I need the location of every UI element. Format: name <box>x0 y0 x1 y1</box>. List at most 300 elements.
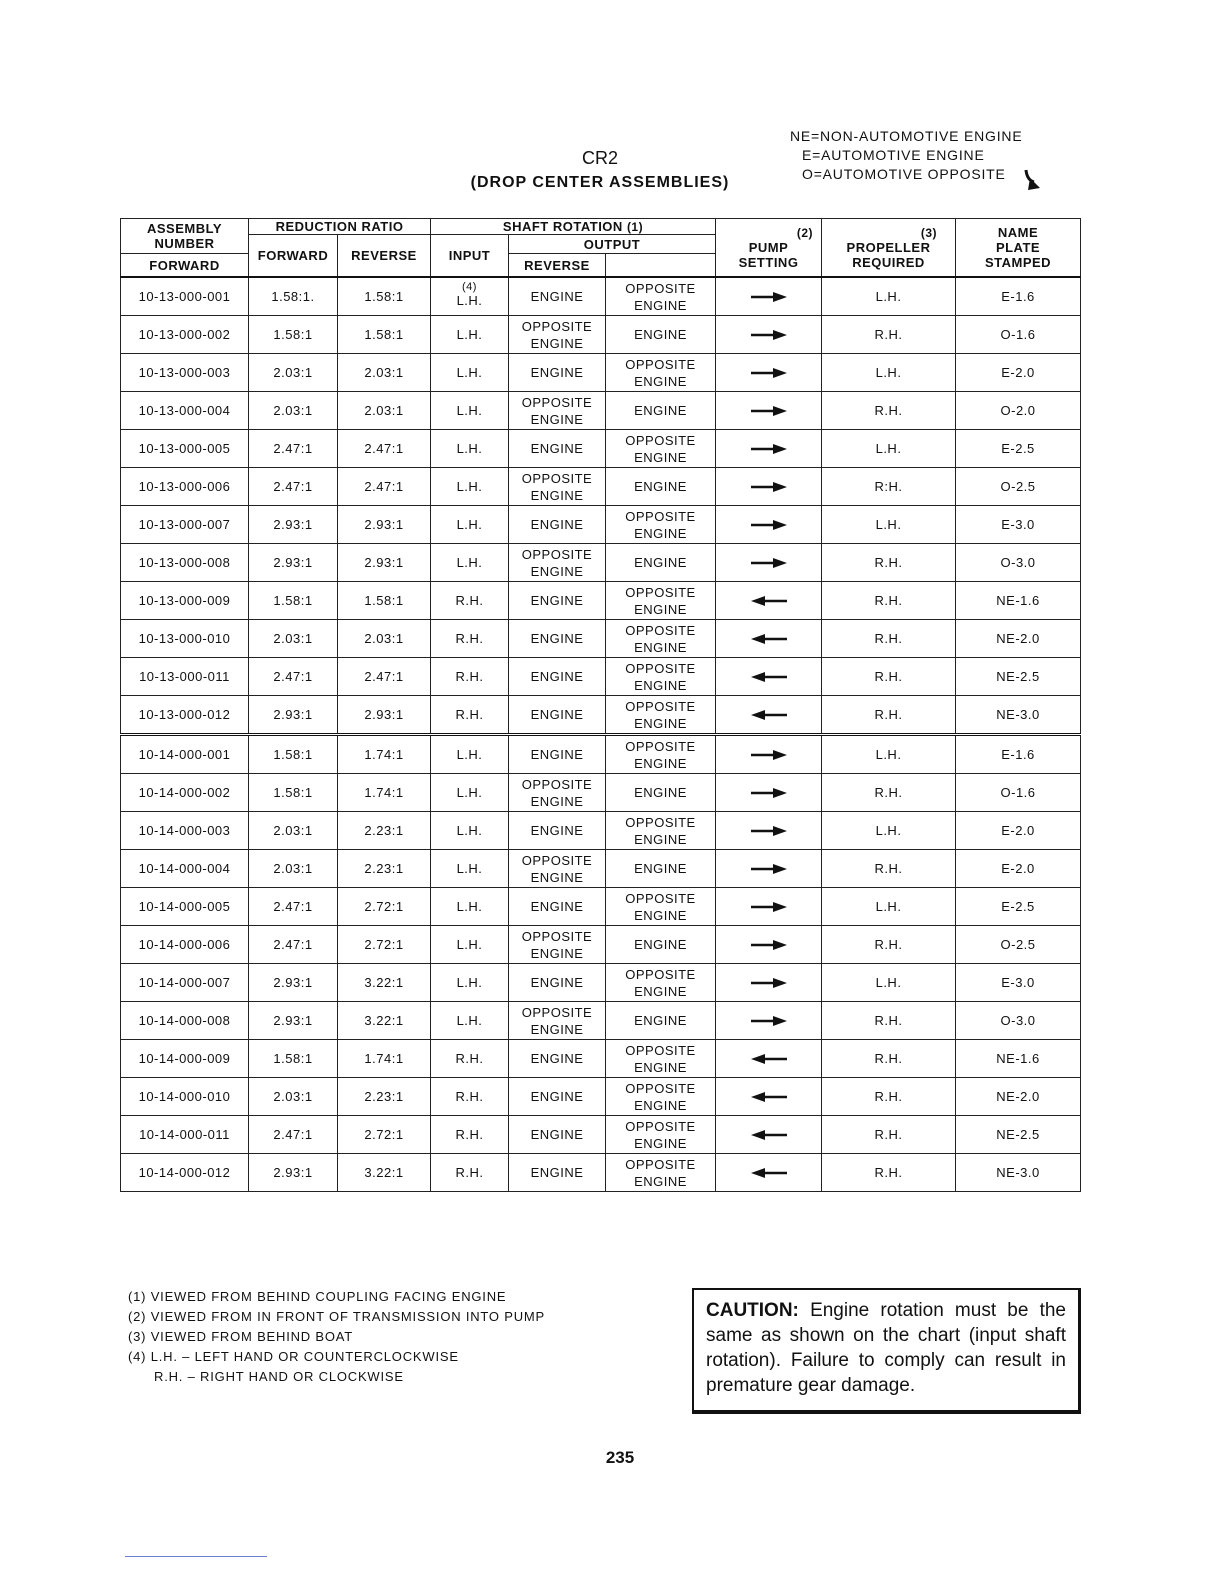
reverse-ratio-cell: 2.03:1 <box>338 620 431 658</box>
forward-ratio-cell: 2.47:1 <box>249 430 338 468</box>
pump-setting-cell <box>716 735 822 774</box>
reverse-ratio-cell: 2.93:1 <box>338 544 431 582</box>
pump-setting-cell <box>716 1078 822 1116</box>
output-reverse-cell: OPPOSITE ENGINE <box>606 1116 716 1154</box>
propeller-cell: R.H. <box>822 316 956 354</box>
forward-ratio-cell: 1.58:1 <box>249 1040 338 1078</box>
assembly-number-cell: 10-14-000-010 <box>121 1078 249 1116</box>
input-rotation-cell: L.H. <box>431 812 509 850</box>
output-forward-cell: OPPOSITE ENGINE <box>509 926 606 964</box>
forward-ratio-cell: 2.47:1 <box>249 658 338 696</box>
header-assembly-number: ASSEMBLY NUMBER <box>121 219 249 254</box>
header-name-plate <box>956 219 1081 278</box>
name-plate-cell: NE-2.0 <box>956 1078 1081 1116</box>
input-rotation-cell: L.H. <box>431 1002 509 1040</box>
output-forward-cell: OPPOSITE ENGINE <box>509 1002 606 1040</box>
arrow-right-icon <box>749 977 789 989</box>
footnote-2: (2) VIEWED FROM IN FRONT OF TRANSMISSION INTO PUMP <box>128 1309 546 1324</box>
table-row <box>121 544 1081 582</box>
reverse-ratio-cell: 2.47:1 <box>338 658 431 696</box>
name-plate-label: NAME PLATE STAMPED <box>984 225 1052 270</box>
reverse-ratio-cell: 2.72:1 <box>338 888 431 926</box>
footnote-1: (1) VIEWED FROM BEHIND COUPLING FACING ENGINE <box>128 1289 507 1304</box>
table-row <box>121 468 1081 506</box>
header-output-reverse: REVERSE <box>509 254 606 278</box>
forward-ratio-cell: 2.93:1 <box>249 1154 338 1192</box>
name-plate-cell: O-2.0 <box>956 392 1081 430</box>
output-forward-cell: ENGINE <box>509 658 606 696</box>
arrow-left-icon <box>749 1053 789 1065</box>
input-rotation-value: L.H. <box>456 293 483 308</box>
pump-setting-cell <box>716 354 822 392</box>
input-rotation-cell: L.H. <box>431 850 509 888</box>
output-reverse-cell: OPPOSITE ENGINE <box>606 888 716 926</box>
input-rotation-cell: R.H. <box>431 696 509 735</box>
output-forward-cell: ENGINE <box>509 1040 606 1078</box>
name-plate-cell: O-2.5 <box>956 926 1081 964</box>
name-plate-cell: O-3.0 <box>956 544 1081 582</box>
pump-setting-cell <box>716 888 822 926</box>
reverse-ratio-cell: 2.47:1 <box>338 468 431 506</box>
pump-setting-cell <box>716 620 822 658</box>
output-forward-cell: ENGINE <box>509 582 606 620</box>
input-rotation-cell: L.H. <box>431 430 509 468</box>
output-reverse-cell: ENGINE <box>606 774 716 812</box>
assembly-number-cell: 10-14-000-002 <box>121 774 249 812</box>
output-forward-cell: OPPOSITE ENGINE <box>509 316 606 354</box>
name-plate-cell: E-3.0 <box>956 964 1081 1002</box>
table-row <box>121 1002 1081 1040</box>
name-plate-cell: E-2.5 <box>956 888 1081 926</box>
output-reverse-cell: OPPOSITE ENGINE <box>606 1040 716 1078</box>
assembly-number-cell: 10-14-000-005 <box>121 888 249 926</box>
forward-ratio-cell: 1.58:1 <box>249 735 338 774</box>
input-rotation-cell: R.H. <box>431 582 509 620</box>
output-reverse-cell: ENGINE <box>606 544 716 582</box>
name-plate-cell: E-1.6 <box>956 277 1081 316</box>
output-forward-cell: OPPOSITE ENGINE <box>509 392 606 430</box>
output-reverse-cell: OPPOSITE ENGINE <box>606 277 716 316</box>
curved-arrow-icon <box>1022 168 1044 194</box>
output-forward-cell: ENGINE <box>509 812 606 850</box>
table-row <box>121 696 1081 735</box>
assembly-number-cell: 10-13-000-006 <box>121 468 249 506</box>
output-forward-cell: ENGINE <box>509 354 606 392</box>
caution-text: Engine rotation must be the same as shown on the chart (input shaft rotation). Failure to comply can result in premature gear damage. <box>706 1300 1066 1396</box>
assembly-number-cell: 10-13-000-010 <box>121 620 249 658</box>
forward-ratio-cell: 2.47:1 <box>249 888 338 926</box>
pump-setting-cell <box>716 1040 822 1078</box>
header-input: INPUT <box>431 235 509 278</box>
reverse-ratio-cell: 2.03:1 <box>338 354 431 392</box>
propeller-note: (3) <box>920 225 938 240</box>
output-reverse-cell: OPPOSITE ENGINE <box>606 658 716 696</box>
input-rotation-cell: L.H. <box>431 544 509 582</box>
forward-ratio-cell: 2.03:1 <box>249 620 338 658</box>
propeller-cell: R.H. <box>822 1154 956 1192</box>
arrow-right-icon <box>749 291 789 303</box>
output-reverse-cell: OPPOSITE ENGINE <box>606 696 716 735</box>
output-forward-cell: ENGINE <box>509 1116 606 1154</box>
footnotes <box>128 1287 545 1387</box>
assembly-number-cell: 10-14-000-008 <box>121 1002 249 1040</box>
input-rotation-cell: L.H. <box>431 774 509 812</box>
propeller-cell: R.H. <box>822 620 956 658</box>
pump-setting-cell <box>716 1002 822 1040</box>
table-row <box>121 316 1081 354</box>
arrow-left-icon <box>749 709 789 721</box>
name-plate-cell: NE-3.0 <box>956 696 1081 735</box>
output-reverse-cell: OPPOSITE ENGINE <box>606 812 716 850</box>
output-reverse-cell: ENGINE <box>606 468 716 506</box>
legend <box>790 127 1022 184</box>
arrow-right-icon <box>749 901 789 913</box>
output-reverse-cell: OPPOSITE ENGINE <box>606 1154 716 1192</box>
input-rotation-cell: L.H. <box>431 506 509 544</box>
caution-box <box>692 1288 1081 1414</box>
input-rotation-cell: L.H. <box>431 888 509 926</box>
arrow-right-icon <box>749 863 789 875</box>
name-plate-cell: NE-1.6 <box>956 582 1081 620</box>
table-row <box>121 620 1081 658</box>
forward-ratio-cell: 2.93:1 <box>249 964 338 1002</box>
reverse-ratio-cell: 1.74:1 <box>338 735 431 774</box>
assembly-number-cell: 10-14-000-011 <box>121 1116 249 1154</box>
assembly-number-cell: 10-13-000-009 <box>121 582 249 620</box>
page-number: 235 <box>605 1448 635 1467</box>
assembly-number-cell: 10-14-000-012 <box>121 1154 249 1192</box>
name-plate-cell: NE-1.6 <box>956 1040 1081 1078</box>
propeller-cell: L.H. <box>822 888 956 926</box>
output-reverse-cell: OPPOSITE ENGINE <box>606 430 716 468</box>
assembly-number-cell: 10-13-000-007 <box>121 506 249 544</box>
propeller-cell: R.H. <box>822 850 956 888</box>
shaft-rotation-label: SHAFT ROTATION <box>502 219 623 234</box>
propeller-cell: L.H. <box>822 277 956 316</box>
pump-note: (2) <box>796 225 814 240</box>
reverse-ratio-cell: 2.93:1 <box>338 506 431 544</box>
arrow-right-icon <box>749 481 789 493</box>
input-rotation-cell <box>431 277 509 316</box>
name-plate-cell: NE-2.5 <box>956 658 1081 696</box>
forward-ratio-cell: 2.03:1 <box>249 850 338 888</box>
propeller-cell: R.H. <box>822 582 956 620</box>
assembly-number-cell: 10-13-000-002 <box>121 316 249 354</box>
arrow-left-icon <box>749 595 789 607</box>
arrow-right-icon <box>749 443 789 455</box>
propeller-required-label: PROPELLER REQUIRED <box>846 239 931 270</box>
arrow-left-icon <box>749 1129 789 1141</box>
assembly-number-cell: 10-13-000-008 <box>121 544 249 582</box>
arrow-left-icon <box>749 671 789 683</box>
input-rotation-cell: L.H. <box>431 735 509 774</box>
output-forward-cell: ENGINE <box>509 1154 606 1192</box>
propeller-cell: R.H. <box>822 1040 956 1078</box>
name-plate-cell: E-2.0 <box>956 850 1081 888</box>
assembly-number-cell: 10-13-000-004 <box>121 392 249 430</box>
header-shaft-rotation <box>431 219 716 235</box>
reverse-ratio-cell: 2.93:1 <box>338 696 431 735</box>
output-forward-cell: ENGINE <box>509 696 606 735</box>
table-row <box>121 850 1081 888</box>
pump-setting-cell <box>716 1116 822 1154</box>
footer-rule <box>125 1556 267 1557</box>
forward-ratio-cell: 2.47:1 <box>249 1116 338 1154</box>
assembly-number-cell: 10-13-000-012 <box>121 696 249 735</box>
table-row <box>121 430 1081 468</box>
caution-label: CAUTION: <box>706 1300 799 1321</box>
assembly-number-cell: 10-14-000-007 <box>121 964 249 1002</box>
name-plate-cell: NE-2.0 <box>956 620 1081 658</box>
table-row <box>121 1078 1081 1116</box>
name-plate-cell: O-3.0 <box>956 1002 1081 1040</box>
assembly-number-cell: 10-14-000-003 <box>121 812 249 850</box>
propeller-cell: R.H. <box>822 1078 956 1116</box>
table-row <box>121 926 1081 964</box>
arrow-right-icon <box>749 787 789 799</box>
table-row <box>121 506 1081 544</box>
reverse-ratio-cell: 1.58:1 <box>338 277 431 316</box>
output-forward-cell: ENGINE <box>509 1078 606 1116</box>
reverse-ratio-cell: 1.74:1 <box>338 774 431 812</box>
input-rotation-cell: L.H. <box>431 926 509 964</box>
table-row <box>121 888 1081 926</box>
table-row <box>121 1116 1081 1154</box>
arrow-left-icon <box>749 1091 789 1103</box>
propeller-cell: R:H. <box>822 468 956 506</box>
forward-ratio-cell: 1.58:1. <box>249 277 338 316</box>
forward-ratio-cell: 2.93:1 <box>249 1002 338 1040</box>
propeller-cell: L.H. <box>822 812 956 850</box>
pump-setting-cell <box>716 926 822 964</box>
table-row <box>121 812 1081 850</box>
input-rotation-cell: R.H. <box>431 1116 509 1154</box>
table-row <box>121 735 1081 774</box>
pump-setting-cell <box>716 392 822 430</box>
reverse-ratio-cell: 1.58:1 <box>338 582 431 620</box>
output-reverse-cell: ENGINE <box>606 850 716 888</box>
output-reverse-cell: ENGINE <box>606 392 716 430</box>
pump-setting-cell <box>716 850 822 888</box>
pump-setting-cell <box>716 964 822 1002</box>
forward-ratio-cell: 2.03:1 <box>249 354 338 392</box>
pump-setting-cell <box>716 316 822 354</box>
name-plate-cell: E-3.0 <box>956 506 1081 544</box>
input-rotation-cell: L.H. <box>431 964 509 1002</box>
reverse-ratio-cell: 3.22:1 <box>338 1154 431 1192</box>
output-reverse-cell: OPPOSITE ENGINE <box>606 620 716 658</box>
reverse-ratio-cell: 2.72:1 <box>338 926 431 964</box>
propeller-cell: R.H. <box>822 696 956 735</box>
output-forward-cell: ENGINE <box>509 735 606 774</box>
reverse-ratio-cell: 3.22:1 <box>338 964 431 1002</box>
output-forward-cell: ENGINE <box>509 277 606 316</box>
pump-setting-cell <box>716 1154 822 1192</box>
table-row <box>121 774 1081 812</box>
table-row <box>121 964 1081 1002</box>
header-output: OUTPUT <box>509 235 716 254</box>
output-forward-cell: ENGINE <box>509 888 606 926</box>
propeller-cell: L.H. <box>822 354 956 392</box>
propeller-cell: L.H. <box>822 735 956 774</box>
forward-ratio-cell: 2.47:1 <box>249 926 338 964</box>
assembly-table <box>120 218 1081 1192</box>
propeller-cell: L.H. <box>822 964 956 1002</box>
output-forward-cell: OPPOSITE ENGINE <box>509 544 606 582</box>
arrow-left-icon <box>749 1167 789 1179</box>
propeller-cell: R.H. <box>822 658 956 696</box>
assembly-number-cell: 10-14-000-006 <box>121 926 249 964</box>
input-rotation-cell: R.H. <box>431 620 509 658</box>
arrow-right-icon <box>749 1015 789 1027</box>
reverse-ratio-cell: 2.72:1 <box>338 1116 431 1154</box>
header-output-forward: FORWARD <box>121 254 249 278</box>
name-plate-cell: NE-3.0 <box>956 1154 1081 1192</box>
forward-ratio-cell: 2.03:1 <box>249 392 338 430</box>
assembly-number-cell: 10-14-000-001 <box>121 735 249 774</box>
output-forward-cell: OPPOSITE ENGINE <box>509 850 606 888</box>
output-reverse-cell: OPPOSITE ENGINE <box>606 506 716 544</box>
pump-setting-cell <box>716 696 822 735</box>
input-rotation-cell: L.H. <box>431 392 509 430</box>
output-forward-cell: OPPOSITE ENGINE <box>509 468 606 506</box>
propeller-cell: R.H. <box>822 544 956 582</box>
input-rotation-cell: R.H. <box>431 658 509 696</box>
assembly-number-cell: 10-14-000-009 <box>121 1040 249 1078</box>
reverse-ratio-cell: 2.23:1 <box>338 1078 431 1116</box>
name-plate-cell: E-2.0 <box>956 812 1081 850</box>
output-reverse-cell: OPPOSITE ENGINE <box>606 735 716 774</box>
table-row <box>121 1040 1081 1078</box>
propeller-cell: R.H. <box>822 1116 956 1154</box>
output-reverse-cell: ENGINE <box>606 1002 716 1040</box>
output-reverse-cell: ENGINE <box>606 316 716 354</box>
input-rotation-cell: L.H. <box>431 316 509 354</box>
forward-ratio-cell: 1.58:1 <box>249 582 338 620</box>
forward-ratio-cell: 2.47:1 <box>249 468 338 506</box>
output-forward-cell: OPPOSITE ENGINE <box>509 774 606 812</box>
assembly-number-cell: 10-13-000-011 <box>121 658 249 696</box>
forward-ratio-cell: 2.93:1 <box>249 544 338 582</box>
footnote-3: (3) VIEWED FROM BEHIND BOAT <box>128 1329 354 1344</box>
input-note: (4) <box>462 281 477 293</box>
page-subtitle: (DROP CENTER ASSEMBLIES) <box>470 174 730 191</box>
propeller-cell: L.H. <box>822 430 956 468</box>
input-rotation-cell: R.H. <box>431 1154 509 1192</box>
output-reverse-cell: ENGINE <box>606 926 716 964</box>
pump-setting-cell <box>716 468 822 506</box>
output-forward-cell: ENGINE <box>509 430 606 468</box>
output-reverse-cell: OPPOSITE ENGINE <box>606 582 716 620</box>
output-reverse-cell: OPPOSITE ENGINE <box>606 1078 716 1116</box>
reverse-ratio-cell: 2.23:1 <box>338 850 431 888</box>
forward-ratio-cell: 2.93:1 <box>249 696 338 735</box>
forward-ratio-cell: 2.93:1 <box>249 506 338 544</box>
forward-ratio-cell: 1.58:1 <box>249 316 338 354</box>
table-header <box>121 219 1081 278</box>
forward-ratio-cell: 2.03:1 <box>249 1078 338 1116</box>
arrow-left-icon <box>749 633 789 645</box>
name-plate-cell: O-1.6 <box>956 316 1081 354</box>
table-row <box>121 658 1081 696</box>
arrow-right-icon <box>749 939 789 951</box>
reverse-ratio-cell: 2.03:1 <box>338 392 431 430</box>
table-row <box>121 277 1081 316</box>
assembly-number-cell: 10-13-000-005 <box>121 430 249 468</box>
name-plate-cell: E-1.6 <box>956 735 1081 774</box>
pump-setting-cell <box>716 658 822 696</box>
pump-setting-cell <box>716 812 822 850</box>
shaft-rotation-note: (1) <box>626 220 644 234</box>
arrow-right-icon <box>749 557 789 569</box>
table-row <box>121 582 1081 620</box>
header-reverse: REVERSE <box>338 235 431 278</box>
reverse-ratio-cell: 2.47:1 <box>338 430 431 468</box>
header-pump-setting <box>716 219 822 278</box>
name-plate-cell: E-2.0 <box>956 354 1081 392</box>
pump-setting-cell <box>716 277 822 316</box>
propeller-cell: L.H. <box>822 506 956 544</box>
arrow-right-icon <box>749 405 789 417</box>
name-plate-cell: E-2.5 <box>956 430 1081 468</box>
reverse-ratio-cell: 1.74:1 <box>338 1040 431 1078</box>
arrow-right-icon <box>749 367 789 379</box>
output-forward-cell: ENGINE <box>509 964 606 1002</box>
table-row <box>121 354 1081 392</box>
page-title: CR2 <box>581 148 618 168</box>
name-plate-cell: NE-2.5 <box>956 1116 1081 1154</box>
arrow-right-icon <box>749 329 789 341</box>
assembly-number-cell: 10-13-000-003 <box>121 354 249 392</box>
legend-ne: NE=NON-AUTOMOTIVE ENGINE <box>790 128 1023 144</box>
output-reverse-cell: OPPOSITE ENGINE <box>606 354 716 392</box>
arrow-right-icon <box>749 519 789 531</box>
output-forward-cell: ENGINE <box>509 506 606 544</box>
reverse-ratio-cell: 2.23:1 <box>338 812 431 850</box>
legend-e: E=AUTOMOTIVE ENGINE <box>802 147 985 163</box>
output-reverse-cell: OPPOSITE ENGINE <box>606 964 716 1002</box>
header-forward: FORWARD <box>249 235 338 278</box>
table-row <box>121 392 1081 430</box>
header-reduction-ratio: REDUCTION RATIO <box>249 219 431 235</box>
name-plate-cell: O-2.5 <box>956 468 1081 506</box>
pump-setting-cell <box>716 544 822 582</box>
pump-setting-label: PUMP SETTING <box>738 239 799 270</box>
input-rotation-cell: R.H. <box>431 1078 509 1116</box>
forward-ratio-cell: 2.03:1 <box>249 812 338 850</box>
header-propeller-required <box>822 219 956 278</box>
pump-setting-cell <box>716 774 822 812</box>
name-plate-cell: O-1.6 <box>956 774 1081 812</box>
propeller-cell: R.H. <box>822 774 956 812</box>
table-row <box>121 1154 1081 1192</box>
input-rotation-cell: L.H. <box>431 468 509 506</box>
propeller-cell: R.H. <box>822 392 956 430</box>
pump-setting-cell <box>716 582 822 620</box>
propeller-cell: R.H. <box>822 1002 956 1040</box>
assembly-number-cell: 10-13-000-001 <box>121 277 249 316</box>
arrow-right-icon <box>749 825 789 837</box>
table-body <box>121 277 1081 1192</box>
arrow-right-icon <box>749 749 789 761</box>
legend-o: O=AUTOMOTIVE OPPOSITE <box>802 166 1006 182</box>
forward-ratio-cell: 1.58:1 <box>249 774 338 812</box>
input-rotation-cell: R.H. <box>431 1040 509 1078</box>
pump-setting-cell <box>716 506 822 544</box>
output-forward-cell: ENGINE <box>509 620 606 658</box>
reverse-ratio-cell: 1.58:1 <box>338 316 431 354</box>
input-rotation-cell: L.H. <box>431 354 509 392</box>
